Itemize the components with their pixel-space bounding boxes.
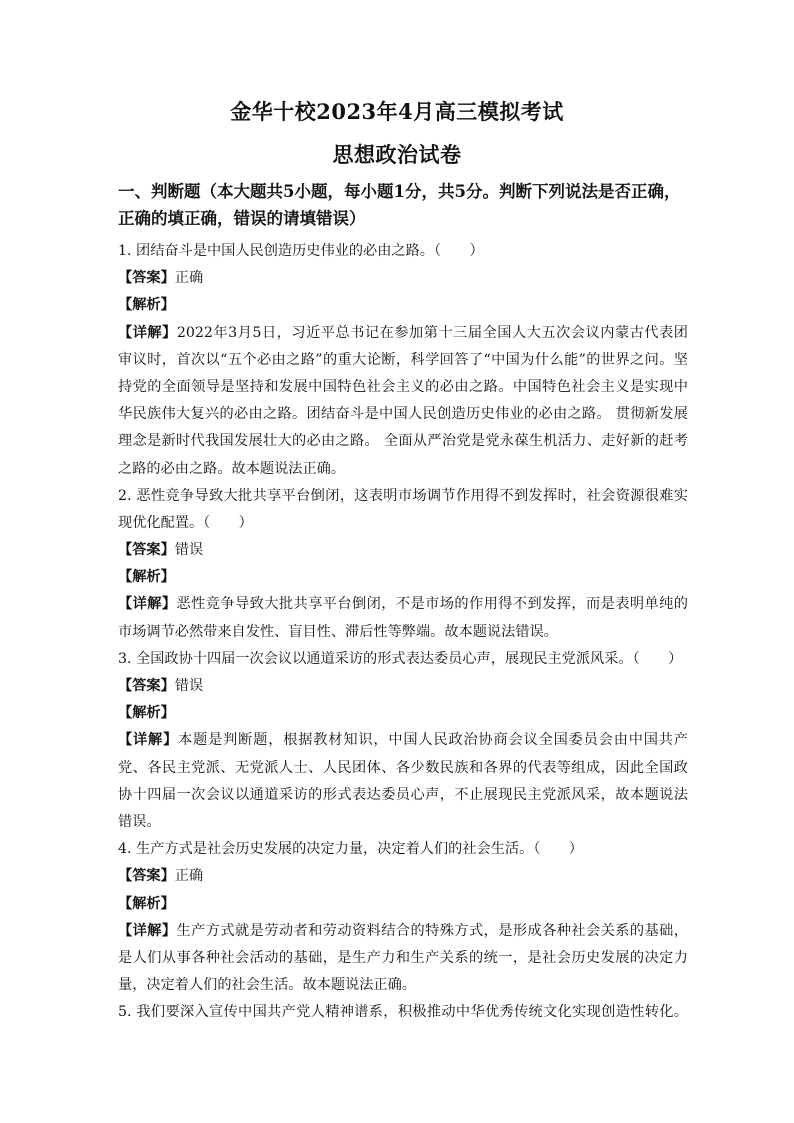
answer-line [118,537,688,564]
section-heading-line: 正确的填正确，错误的请填错误） [118,209,366,229]
question-stem: 5. 我们要深入宣传中国共产党人精神谱系，积极推动中华优秀传统文化实现创造性转化。 [118,1004,688,1021]
answer-value: 正确 [174,868,204,885]
questions-body [118,238,688,1026]
detail-line: 华民族伟大复兴的必由之路。团结奋斗是中国人民创造历史伟业的必由之路。 贯彻新发展 [118,406,688,423]
detail-line [118,727,688,754]
answer-tag: 【答案】 [118,270,175,287]
question-stem: 2. 恶性竞争导致大批共享平台倒闭，这表明市场调节作用得不到发挥时，社会资源很难实 [118,487,688,504]
question-stem: 3. 全国政协十四届一次会议以通道采访的形式表达委员心声，展现民主党派风采。（ ） [118,650,683,667]
detail-line: 党、各民主党派、无党派人士、人民团体、各少数民族和各界的代表等组成，因此全国政 [118,759,688,776]
detail-text: 本题是判断题，根据教材知识，中国人民政治协商会议全国委员会由中国共产 [178,732,688,749]
detail-line [118,591,688,618]
question-stem: 1. 团结奋斗是中国人民创造历史伟业的必由之路。（ ） [118,243,484,259]
detail-line: 持党的全面领导是坚持和发展中国特色社会主义的必由之路。中国特色社会主义是实现中 [118,378,688,395]
detail-line: 协十四届一次会议以通道采访的形式表达委员心声，不止展现民主党派风采，故本题说法 [118,786,688,803]
detail-tag: 【详解】 [118,324,177,341]
detail-line: 之路的必由之路。故本题说法正确。 [118,460,346,477]
detail-line [118,918,688,945]
analysis-tag: 【解析】 [118,895,175,912]
analysis-tag: 【解析】 [118,297,175,314]
answer-value: 错误 [174,678,204,694]
section-heading [118,178,688,232]
detail-line: 量，决定着人们的社会生活。故本题说法正确。 [118,977,416,994]
analysis-tag: 【解析】 [118,705,175,722]
detail-text: 2022年3月5日，习近平总书记在参加第十三届全国人大五次会议内蒙古代表团 [176,324,688,341]
detail-tag: 【详解】 [118,732,179,749]
answer-line [118,673,688,700]
section-heading-line: 一、判断题（本大题共5小题，每小题1分，共5分。判断下列说法是否正确， [118,182,681,201]
answer-tag: 【答案】 [118,678,175,694]
detail-line: 是人们从事各种社会活动的基础，是生产力和生产关系的统一，是社会历史发展的决定力 [118,949,688,966]
detail-line: 审议时，首次以“五个必由之路”的重大论断，科学回答了“中国为什么能”的世界之问。坚 [118,351,688,368]
detail-line: 理念是新时代我国发展壮大的必由之路。 全面从严治党是党永葆生机活力、走好新的赶考 [118,433,688,450]
detail-text: 生产方式就是劳动者和劳动资料结合的特殊方式，是形成各种社会关系的基础， [176,922,688,939]
detail-line [118,320,688,347]
answer-tag: 【答案】 [118,868,175,885]
detail-tag: 【详解】 [118,922,177,939]
analysis-tag: 【解析】 [118,569,175,586]
detail-tag: 【详解】 [118,596,177,613]
answer-value: 错误 [174,542,204,559]
answer-tag: 【答案】 [118,542,175,559]
detail-line: 市场调节必然带来自发性、盲目性、滞后性等弊端。故本题说法错误。 [118,623,558,640]
detail-text: 恶性竞争导致大批共享平台倒闭，不是市场的作用得不到发挥，而是表明单纯的 [176,596,688,613]
answer-line [118,863,688,890]
exam-title: 金华十校2023年4月高三模拟考试 [230,99,564,124]
answer-line [118,265,688,292]
question-stem: 4. 生产方式是社会历史发展的决定力量，决定着人们的社会生活。（ ） [118,841,583,858]
detail-line: 错误。 [118,813,161,830]
exam-subtitle: 思想政治试卷 [332,142,462,167]
question-stem: 现优化配置。（ ） [118,514,253,531]
answer-value: 正确 [174,270,204,287]
